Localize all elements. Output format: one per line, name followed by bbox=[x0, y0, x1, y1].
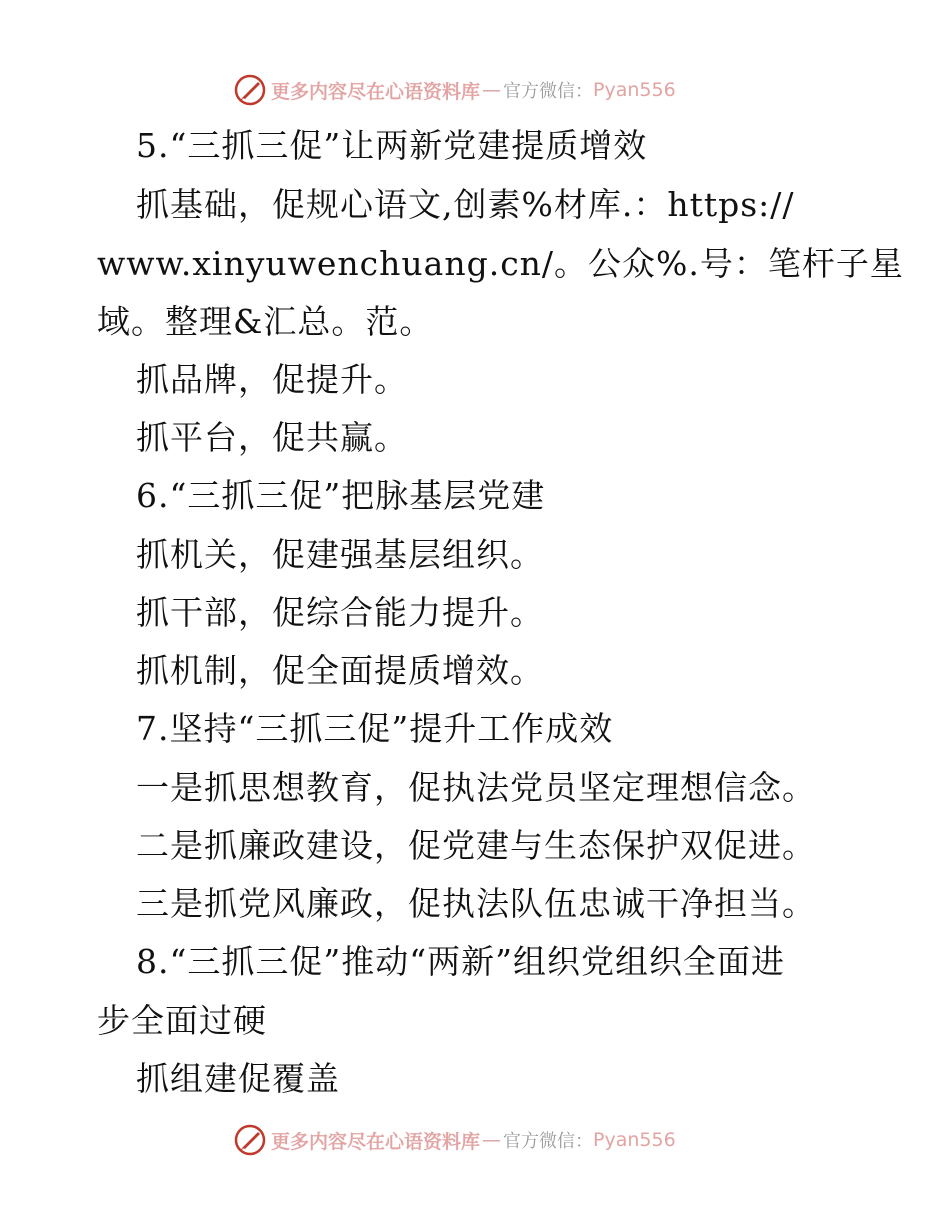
watermark-label: 官方微信： bbox=[503, 1131, 594, 1152]
paragraph-line: 抓平台，促共赢。 bbox=[136, 418, 408, 457]
section-heading-6: 6.“三抓三促”把脉基层党建 bbox=[136, 476, 546, 515]
paragraph-line: 三是抓党风廉政，促执法队伍忠诚干净担当。 bbox=[136, 884, 816, 923]
paragraph-line: 抓干部，促综合能力提升。 bbox=[136, 593, 544, 632]
quill-logo-icon bbox=[233, 73, 267, 107]
paragraph-line: www.xinyuwenchuang.cn/。公众%.号：笔杆子星 bbox=[97, 244, 904, 283]
paragraph-line: 抓机关，促建强基层组织。 bbox=[136, 535, 544, 574]
watermark-label: 官方微信： bbox=[503, 81, 594, 102]
paragraph-line: 抓机制，促全面提质增效。 bbox=[136, 651, 544, 690]
section-heading-8: 8.“三抓三促”推动“两新”组织党组织全面进 bbox=[136, 942, 785, 981]
header-watermark-banner bbox=[233, 72, 676, 108]
section-heading-8-continued: 步全面过硬 bbox=[97, 1001, 267, 1040]
footer-watermark-banner bbox=[233, 1122, 676, 1158]
section-heading-7: 7.坚持“三抓三促”提升工作成效 bbox=[136, 709, 614, 748]
paragraph-line: 抓组建促覆盖 bbox=[136, 1059, 340, 1098]
paragraph-line: 一是抓思想教育，促执法党员坚定理想信念。 bbox=[136, 768, 816, 807]
section-heading-5: 5.“三抓三促”让两新党建提质增效 bbox=[136, 126, 648, 165]
watermark-wechat-id: Pyan556 bbox=[593, 1129, 676, 1151]
paragraph-line: 域。整理&汇总。范。 bbox=[97, 302, 434, 341]
watermark-wechat-id: Pyan556 bbox=[593, 79, 676, 101]
watermark-slogan: 更多内容尽在心语资料库 bbox=[271, 80, 481, 103]
quill-logo-icon bbox=[233, 1123, 267, 1157]
paragraph-line: 抓品牌，促提升。 bbox=[136, 360, 408, 399]
watermark-dash: — bbox=[482, 1129, 502, 1151]
watermark-slogan: 更多内容尽在心语资料库 bbox=[271, 1130, 481, 1153]
paragraph-line: 二是抓廉政建设，促党建与生态保护双促进。 bbox=[136, 826, 816, 865]
watermark-dash: — bbox=[482, 79, 502, 101]
paragraph-line: 抓基础，促规心语文,创素%材库.：https:// bbox=[136, 185, 795, 224]
